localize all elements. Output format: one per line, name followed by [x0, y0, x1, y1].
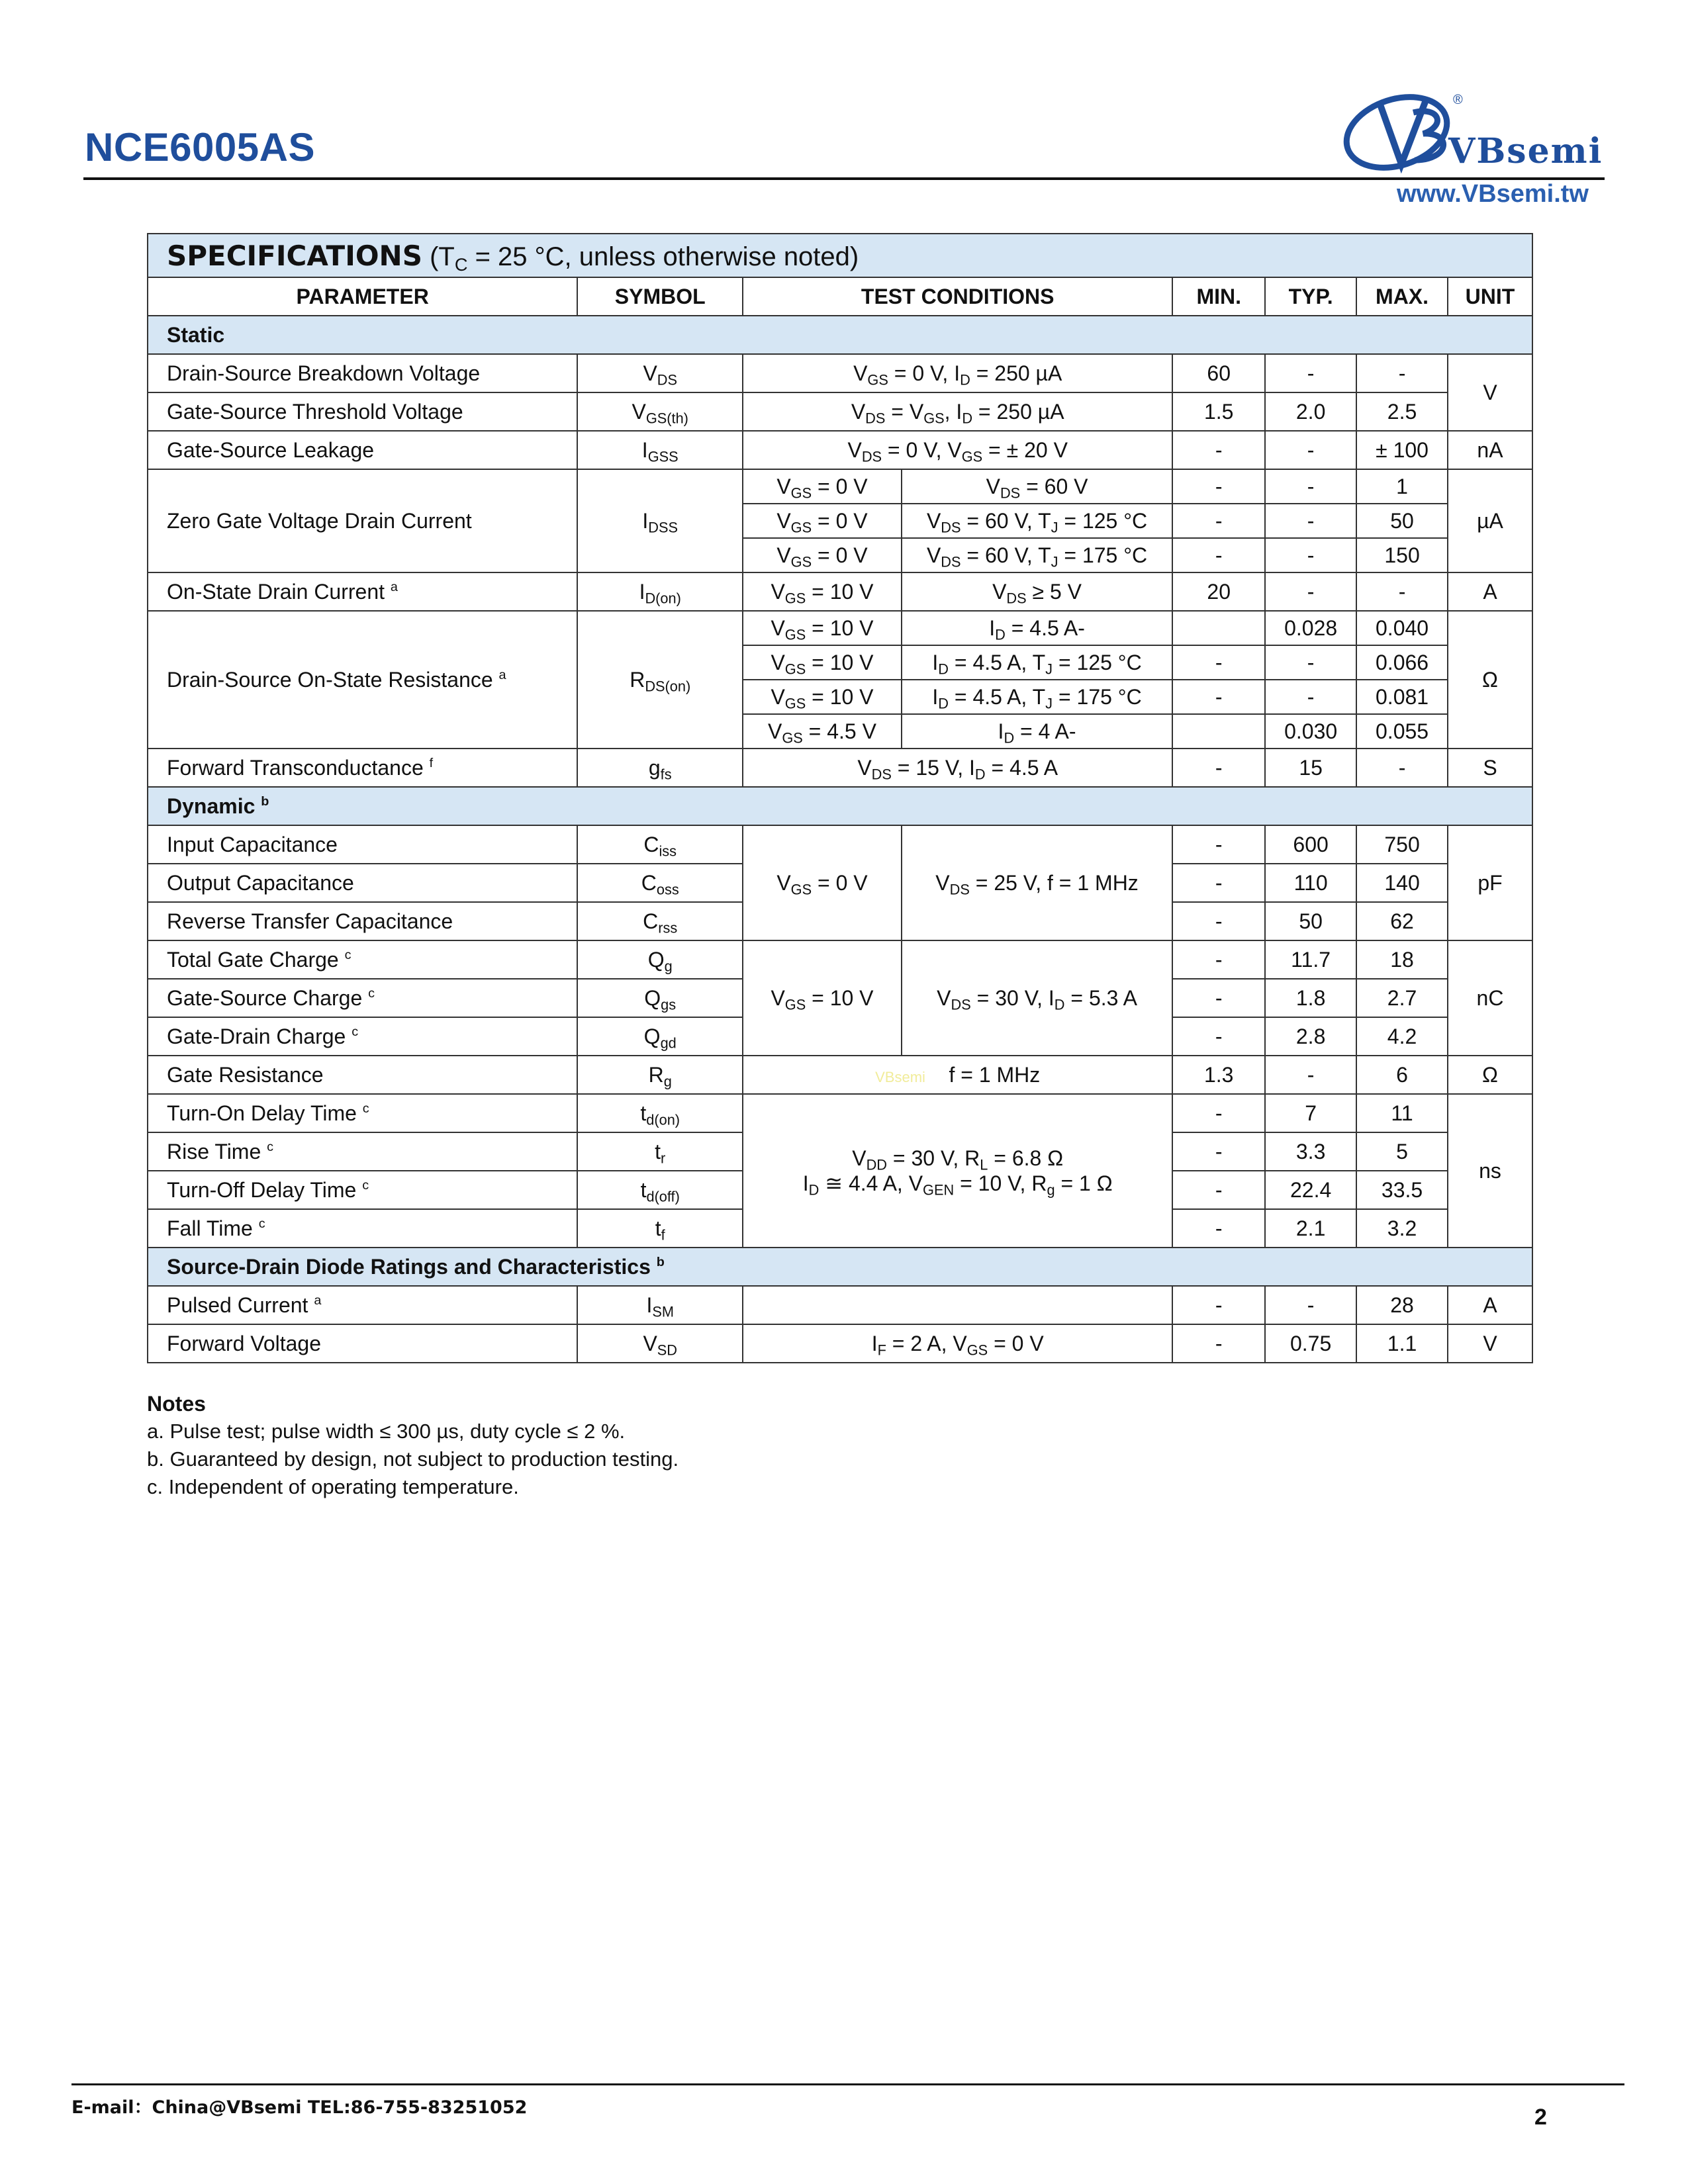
table-cell: S — [1448, 749, 1532, 787]
table-cell: nC — [1448, 940, 1532, 1056]
table-cell: - — [1172, 1286, 1265, 1324]
table-cell: $V_{DS} = 15$ V, $I_D = 4.5$ A — [743, 749, 1172, 787]
table-cell: Pulsed Current $^a$ — [148, 1286, 577, 1324]
table-row — [148, 572, 1532, 611]
table-cell: $V_{GS} = 0$ V — [743, 469, 902, 504]
table-cell: $I_D = 4.5$ A, $T_J = 125$ °C — [902, 645, 1172, 680]
table-cell: 3.3 — [1265, 1132, 1356, 1171]
table-cell: $C_{rss}$ — [577, 902, 743, 940]
page-number: 2 — [1534, 2105, 1547, 2130]
table-cell: $V_{DS} = V_{GS}$, $I_D = 250$ µA — [743, 392, 1172, 431]
watermark-text: VBsemi — [875, 1068, 925, 1085]
website-link[interactable]: www.VBsemi.tw — [1397, 180, 1589, 208]
table-cell: 2.1 — [1265, 1209, 1356, 1248]
col-unit: UNIT — [1448, 277, 1532, 316]
table-cell: $I_{GSS}$ — [577, 431, 743, 469]
table-cell: 7 — [1265, 1094, 1356, 1132]
table-cell: 110 — [1265, 864, 1356, 902]
table-row — [148, 392, 1532, 431]
table-cell: Zero Gate Voltage Drain Current — [148, 469, 577, 572]
table-cell: - — [1356, 749, 1448, 787]
table-cell: Output Capacitance — [148, 864, 577, 902]
table-cell: 5 — [1356, 1132, 1448, 1171]
table-cell: $g_{fs}$ — [577, 749, 743, 787]
table-cell: 0.055 — [1356, 714, 1448, 749]
table-cell: Total Gate Charge $^c$ — [148, 940, 577, 979]
table-cell: pF — [1448, 825, 1532, 940]
table-cell: 140 — [1356, 864, 1448, 902]
table-cell: 50 — [1356, 504, 1448, 538]
table-cell: - — [1172, 940, 1265, 979]
table-cell: 2.8 — [1265, 1017, 1356, 1056]
table-cell: 0.030 — [1265, 714, 1356, 749]
table-cell — [743, 1286, 1172, 1324]
table-cell: $I_D = 4$ A- — [902, 714, 1172, 749]
table-cell: Forward Transconductance $^f$ — [148, 749, 577, 787]
table-cell: 2.5 — [1356, 392, 1448, 431]
table-cell: Gate-Source Threshold Voltage — [148, 392, 577, 431]
table-cell: - — [1172, 979, 1265, 1017]
table-cell: 62 — [1356, 902, 1448, 940]
table-cell: - — [1172, 1017, 1265, 1056]
table-row — [148, 431, 1532, 469]
table-cell: $Q_g$ — [577, 940, 743, 979]
col-symbol: SYMBOL — [577, 277, 743, 316]
table-cell: $V_{GS} = 0$ V — [743, 538, 902, 572]
table-cell: 0.028 — [1265, 611, 1356, 645]
table-cell: $V_{GS} = 10$ V — [743, 611, 902, 645]
table-cell: - — [1172, 645, 1265, 680]
table-cell: 1.8 — [1265, 979, 1356, 1017]
table-cell: 18 — [1356, 940, 1448, 979]
table-cell: 28 — [1356, 1286, 1448, 1324]
table-cell: ± 100 — [1356, 431, 1448, 469]
table-cell: - — [1172, 538, 1265, 572]
section-dynamic: Dynamic $^b$ — [148, 787, 1532, 825]
table-cell: $V_{DS} = 60$ V, $T_J = 125$ °C — [902, 504, 1172, 538]
table-cell: - — [1172, 902, 1265, 940]
table-cell: Gate Resistance — [148, 1056, 577, 1094]
table-cell: - — [1172, 1209, 1265, 1248]
specifications-table — [147, 233, 1533, 1363]
table-cell: 0.040 — [1356, 611, 1448, 645]
table-cell: $V_{GS} = 10$ V — [743, 645, 902, 680]
table-cell: - — [1265, 538, 1356, 572]
table-cell: $V_{GS} = 10$ V — [743, 572, 902, 611]
table-cell — [1172, 714, 1265, 749]
table-cell: - — [1172, 1094, 1265, 1132]
table-cell: Forward Voltage — [148, 1324, 577, 1363]
table-cell: - — [1172, 825, 1265, 864]
table-cell: - — [1356, 354, 1448, 392]
table-cell: $V_{DS} = 60$ V — [902, 469, 1172, 504]
table-cell: - — [1265, 1056, 1356, 1094]
table-cell: Input Capacitance — [148, 825, 577, 864]
table-cell: $V_{DS} = 30$ V, $I_D = 5.3$ A — [902, 940, 1172, 1056]
table-cell: $I_D = 4.5$ A- — [902, 611, 1172, 645]
table-cell: - — [1265, 431, 1356, 469]
table-cell: - — [1172, 1171, 1265, 1209]
table-cell: 2.7 — [1356, 979, 1448, 1017]
table-cell: - — [1265, 504, 1356, 538]
table-cell: 1 — [1356, 469, 1448, 504]
footer-contact: E-mail：China@VBsemi TEL:86-755-83251052 — [71, 2097, 528, 2118]
table-cell: Ω — [1448, 1056, 1532, 1094]
table-cell: - — [1172, 749, 1265, 787]
table-cell: 4.2 — [1356, 1017, 1448, 1056]
table-cell: Rise Time $^c$ — [148, 1132, 577, 1171]
table-cell: $R_g$ — [577, 1056, 743, 1094]
table-cell: - — [1265, 645, 1356, 680]
table-cell: $I_{D(on)}$ — [577, 572, 743, 611]
table-cell: µA — [1448, 469, 1532, 572]
table-cell: nA — [1448, 431, 1532, 469]
table-cell: - — [1172, 1132, 1265, 1171]
table-cell: Fall Time $^c$ — [148, 1209, 577, 1248]
table-row — [148, 469, 1532, 504]
table-cell: 0.066 — [1356, 645, 1448, 680]
table-cell: Gate-Source Charge $^c$ — [148, 979, 577, 1017]
table-row — [148, 1094, 1532, 1132]
table-cell: $I_{DSS}$ — [577, 469, 743, 572]
section-static: Static — [148, 316, 1532, 354]
table-row — [148, 1056, 1532, 1094]
table-cell: - — [1265, 572, 1356, 611]
part-number-title: NCE6005AS — [85, 125, 316, 169]
table-cell: - — [1172, 431, 1265, 469]
table-cell: A — [1448, 1286, 1532, 1324]
table-cell: $V_{DS} = 60$ V, $T_J = 175$ °C — [902, 538, 1172, 572]
table-cell: $V_{GS} = 0$ V, $I_D = 250$ µA — [743, 354, 1172, 392]
table-cell: 0.081 — [1356, 680, 1448, 714]
table-cell: 20 — [1172, 572, 1265, 611]
header-row — [148, 277, 1532, 316]
table-cell: $V_{DS} \ge 5$ V — [902, 572, 1172, 611]
table-cell — [1172, 611, 1265, 645]
table-cell: $I_F = 2$ A, $V_{GS} = 0$ V — [743, 1324, 1172, 1363]
table-cell: 50 — [1265, 902, 1356, 940]
table-row — [148, 1324, 1532, 1363]
table-cell: $V_{DS} = 25$ V, f = 1 MHz — [902, 825, 1172, 940]
table-cell: 11.7 — [1265, 940, 1356, 979]
table-cell: 6 — [1356, 1056, 1448, 1094]
table-cell: A — [1448, 572, 1532, 611]
table-cell: 750 — [1356, 825, 1448, 864]
table-cell: V — [1448, 1324, 1532, 1363]
table-cell: $V_{GS} = 10$ V — [743, 940, 902, 1056]
table-cell: $V_{SD}$ — [577, 1324, 743, 1363]
table-cell: - — [1172, 864, 1265, 902]
table-cell: $t_{d(on)}$ — [577, 1094, 743, 1132]
note-item: c. Independent of operating temperature. — [147, 1475, 519, 1498]
table-cell: $V_{DS} = 0$ V, $V_{GS}$ = ± 20 V — [743, 431, 1172, 469]
table-cell: $I_D = 4.5$ A, $T_J = 175$ °C — [902, 680, 1172, 714]
table-cell: $V_{GS} = 10$ V — [743, 680, 902, 714]
table-cell: $V_{GS(th)}$ — [577, 392, 743, 431]
table-cell: - — [1265, 680, 1356, 714]
table-row — [148, 749, 1532, 787]
notes-block — [147, 1390, 679, 1501]
col-typ: TYP. — [1265, 277, 1356, 316]
table-cell: $V_{DD} = 30$ V, $R_L = 6.8$ Ω $I_D$ ≅ 4.4 A, $V_{GEN} = 10$ V, $R_g = 1$ Ω — [743, 1094, 1172, 1248]
table-cell: $C_{iss}$ — [577, 825, 743, 864]
table-cell: 60 — [1172, 354, 1265, 392]
table-cell: $t_f$ — [577, 1209, 743, 1248]
table-cell: $Q_{gd}$ — [577, 1017, 743, 1056]
table-cell: 0.75 — [1265, 1324, 1356, 1363]
table-cell: Drain-Source Breakdown Voltage — [148, 354, 577, 392]
table-cell: Turn-On Delay Time $^c$ — [148, 1094, 577, 1132]
table-cell: Ω — [1448, 611, 1532, 749]
table-cell: $V_{GS} = 0$ V — [743, 504, 902, 538]
table-cell: - — [1356, 572, 1448, 611]
table-cell: 11 — [1356, 1094, 1448, 1132]
table-cell: Reverse Transfer Capacitance — [148, 902, 577, 940]
table-cell: VBsemi f = 1 MHz — [743, 1056, 1172, 1094]
table-cell: 33.5 — [1356, 1171, 1448, 1209]
table-cell: 1.3 — [1172, 1056, 1265, 1094]
table-cell: 2.0 — [1265, 392, 1356, 431]
table-cell: On-State Drain Current $^a$ — [148, 572, 577, 611]
section-diode: Source-Drain Diode Ratings and Characteristics $^b$ — [148, 1248, 1532, 1286]
table-cell: $t_r$ — [577, 1132, 743, 1171]
table-cell: $I_{SM}$ — [577, 1286, 743, 1324]
table-cell: 15 — [1265, 749, 1356, 787]
brand-name: VBsemi — [1448, 131, 1603, 171]
table-cell: Turn-Off Delay Time $^c$ — [148, 1171, 577, 1209]
table-cell: Gate-Drain Charge $^c$ — [148, 1017, 577, 1056]
table-cell: $V_{DS}$ — [577, 354, 743, 392]
table-cell: $V_{GS} = 0$ V — [743, 825, 902, 940]
table-cell: 3.2 — [1356, 1209, 1448, 1248]
table-cell: 22.4 — [1265, 1171, 1356, 1209]
table-row — [148, 1286, 1532, 1324]
table-cell: - — [1265, 469, 1356, 504]
registered-mark: ® — [1453, 93, 1463, 107]
col-min: MIN. — [1172, 277, 1265, 316]
table-cell: - — [1172, 469, 1265, 504]
col-test-conditions: TEST CONDITIONS — [743, 277, 1172, 316]
table-cell: $V_{GS} = 4.5$ V — [743, 714, 902, 749]
table-cell: V — [1448, 354, 1532, 431]
table-cell: Gate-Source Leakage — [148, 431, 577, 469]
table-row — [148, 825, 1532, 864]
table-cell: $R_{DS(on)}$ — [577, 611, 743, 749]
table-cell: - — [1265, 354, 1356, 392]
table-cell: ns — [1448, 1094, 1532, 1248]
col-max: MAX. — [1356, 277, 1448, 316]
table-cell: $t_{d(off)}$ — [577, 1171, 743, 1209]
table-cell: $C_{oss}$ — [577, 864, 743, 902]
table-row — [148, 354, 1532, 392]
table-cell: 1.1 — [1356, 1324, 1448, 1363]
table-title: SPECIFICATIONS ($T_C = 25$ °C, unless otherwise noted) — [148, 234, 1532, 277]
table-cell: - — [1172, 680, 1265, 714]
col-parameter: PARAMETER — [148, 277, 577, 316]
table-cell: $Q_{gs}$ — [577, 979, 743, 1017]
table-cell: 150 — [1356, 538, 1448, 572]
notes-heading: Notes — [147, 1392, 206, 1416]
table-cell: 600 — [1265, 825, 1356, 864]
note-item: b. Guaranteed by design, not subject to production testing. — [147, 1447, 679, 1471]
table-cell: 1.5 — [1172, 392, 1265, 431]
table-cell: - — [1172, 1324, 1265, 1363]
table-row — [148, 611, 1532, 645]
table-cell: - — [1172, 504, 1265, 538]
table-cell: - — [1265, 1286, 1356, 1324]
note-item: a. Pulse test; pulse width ≤ 300 µs, duty cycle ≤ 2 %. — [147, 1420, 626, 1443]
footer-rule — [71, 2083, 1624, 2085]
table-cell: Drain-Source On-State Resistance $^a$ — [148, 611, 577, 749]
table-row — [148, 940, 1532, 979]
